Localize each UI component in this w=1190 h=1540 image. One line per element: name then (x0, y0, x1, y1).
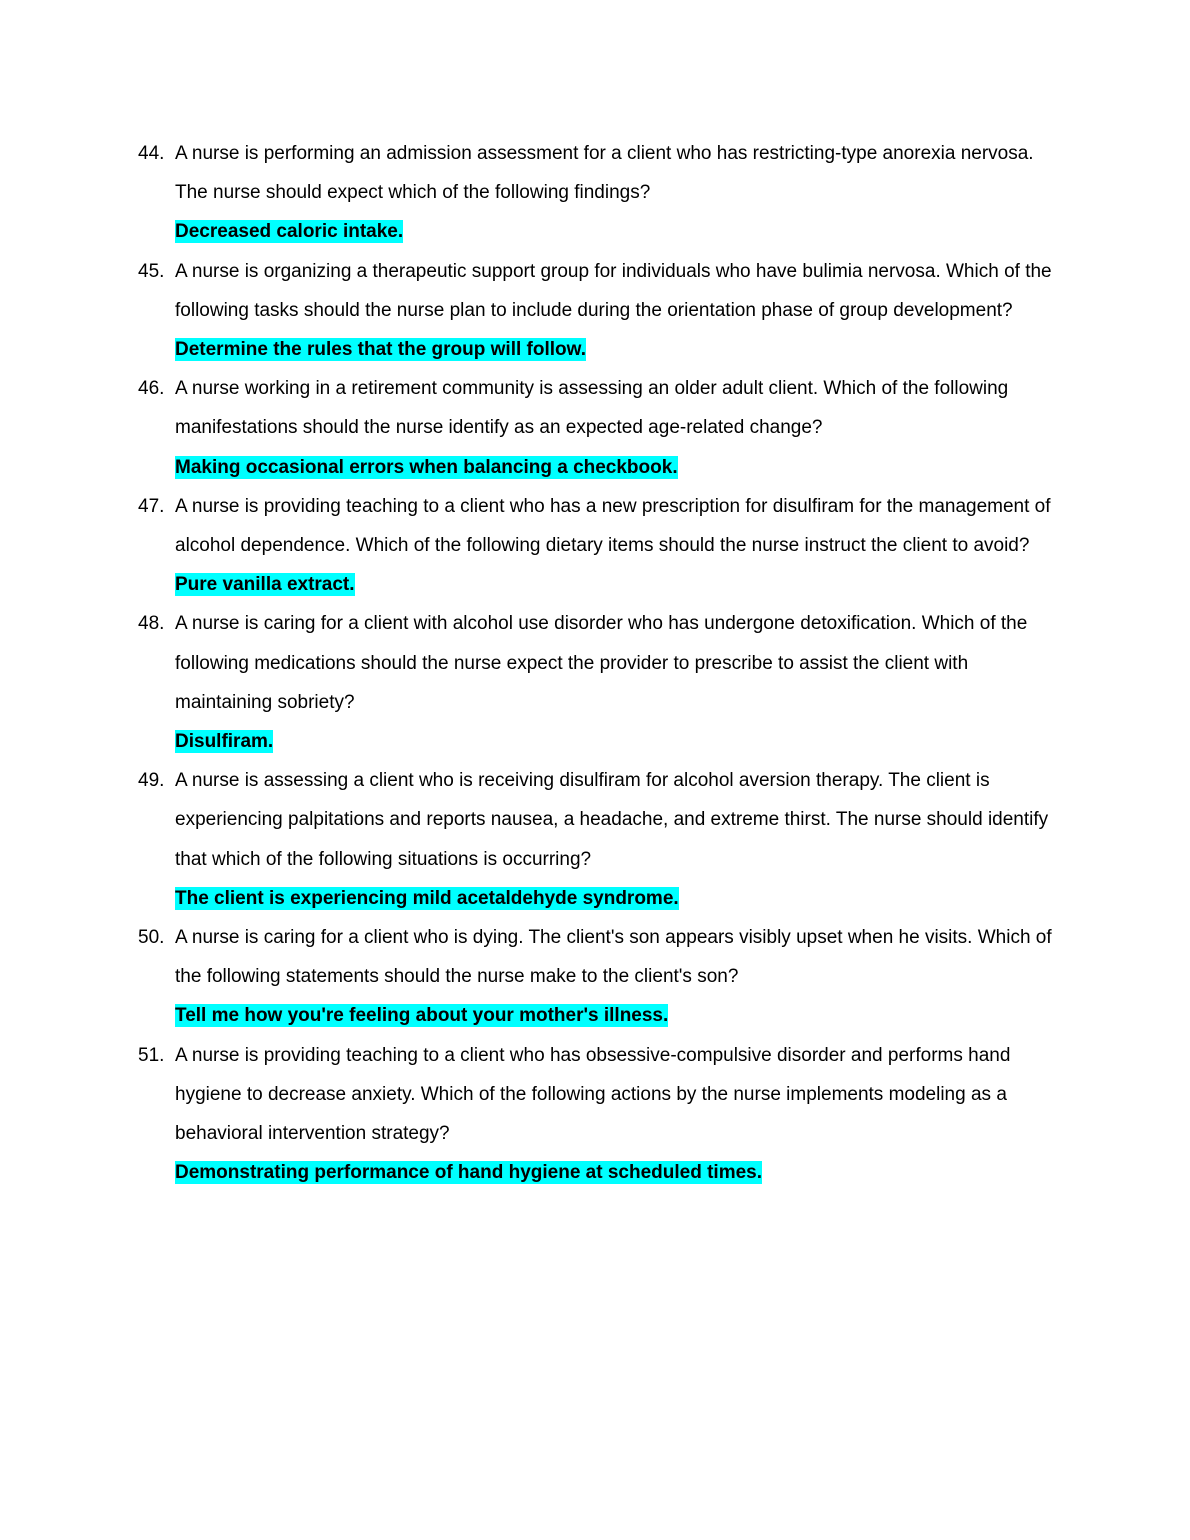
question-number: 45. (138, 260, 165, 282)
highlighted-answer: Making occasional errors when balancing a checkbook. (175, 456, 678, 478)
highlighted-answer: Tell me how you're feeling about your mother's illness. (175, 1005, 669, 1027)
highlighted-answer: Decreased caloric intake. (175, 221, 404, 243)
answer-line (175, 722, 1058, 761)
highlighted-answer: Pure vanilla extract. (175, 574, 355, 596)
question-item-51 (138, 1036, 1058, 1193)
question-item-49 (138, 761, 1058, 918)
question-number: 48. (138, 613, 165, 635)
question-number: 49. (138, 770, 165, 792)
question-number: 44. (138, 143, 165, 164)
answer-line (175, 996, 1058, 1035)
answer-line (175, 212, 1058, 251)
question-item-44 (138, 134, 1058, 252)
question-text: A nurse is assessing a client who is receiving disulfiram for alcohol aversion therapy. The client is experiencing palpitations and reports nausea, a headache, and extreme thirst. The nurse should identify that which of the following situations is occurring? (175, 770, 1049, 870)
question-item-46 (138, 369, 1058, 487)
question-item-48 (138, 604, 1058, 761)
answer-line (175, 879, 1058, 918)
question-number: 47. (138, 495, 165, 517)
answer-line (175, 565, 1058, 604)
question-text: A nurse is caring for a client who is dying. The client's son appears visibly upset when he visits. Which of the following statements should the nurse make to the client's son? (175, 927, 1052, 988)
answer-line (175, 330, 1058, 369)
highlighted-answer: The client is experiencing mild acetaldehyde syndrome. (175, 887, 679, 909)
highlighted-answer: Demonstrating performance of hand hygiene at scheduled times. (175, 1162, 763, 1184)
question-list (138, 134, 1058, 1192)
question-item-47 (138, 487, 1058, 605)
question-number: 50. (138, 927, 165, 949)
question-number: 51. (138, 1044, 165, 1066)
question-item-50 (138, 918, 1058, 1036)
question-item-45 (138, 252, 1058, 370)
question-number: 46. (138, 378, 165, 400)
question-text: A nurse is providing teaching to a client who has a new prescription for disulfiram for the management of alcohol dependence. Which of the following dietary items should the nurse instruct the client to avoid? (175, 495, 1051, 557)
answer-line (175, 1153, 1058, 1192)
answer-line (175, 448, 1058, 487)
question-text: A nurse is performing an admission assessment for a client who has restricting-type anorexia nervosa. The nurse should expect which of the following findings? (175, 143, 1034, 204)
question-text: A nurse is organizing a therapeutic support group for individuals who have bulimia nervosa. Which of the following tasks should the nurse plan to include during the orientation phase of group development? (175, 260, 1052, 321)
question-text: A nurse is providing teaching to a client who has obsessive-compulsive disorder and performs hand hygiene to decrease anxiety. Which of the following actions by the nurse implements modeling as a behavioral intervention strategy? (175, 1044, 1011, 1145)
question-text: A nurse working in a retirement community is assessing an older adult client. Which of the following manifestations should the nurse identify as an expected age-related change? (175, 378, 1009, 439)
question-text: A nurse is caring for a client with alcohol use disorder who has undergone detoxification. Which of the following medications should the nurse expect the provider to prescribe to assist the client with maintaining sobriety? (175, 613, 1028, 713)
highlighted-answer: Determine the rules that the group will follow. (175, 339, 586, 361)
highlighted-answer: Disulfiram. (175, 731, 274, 753)
